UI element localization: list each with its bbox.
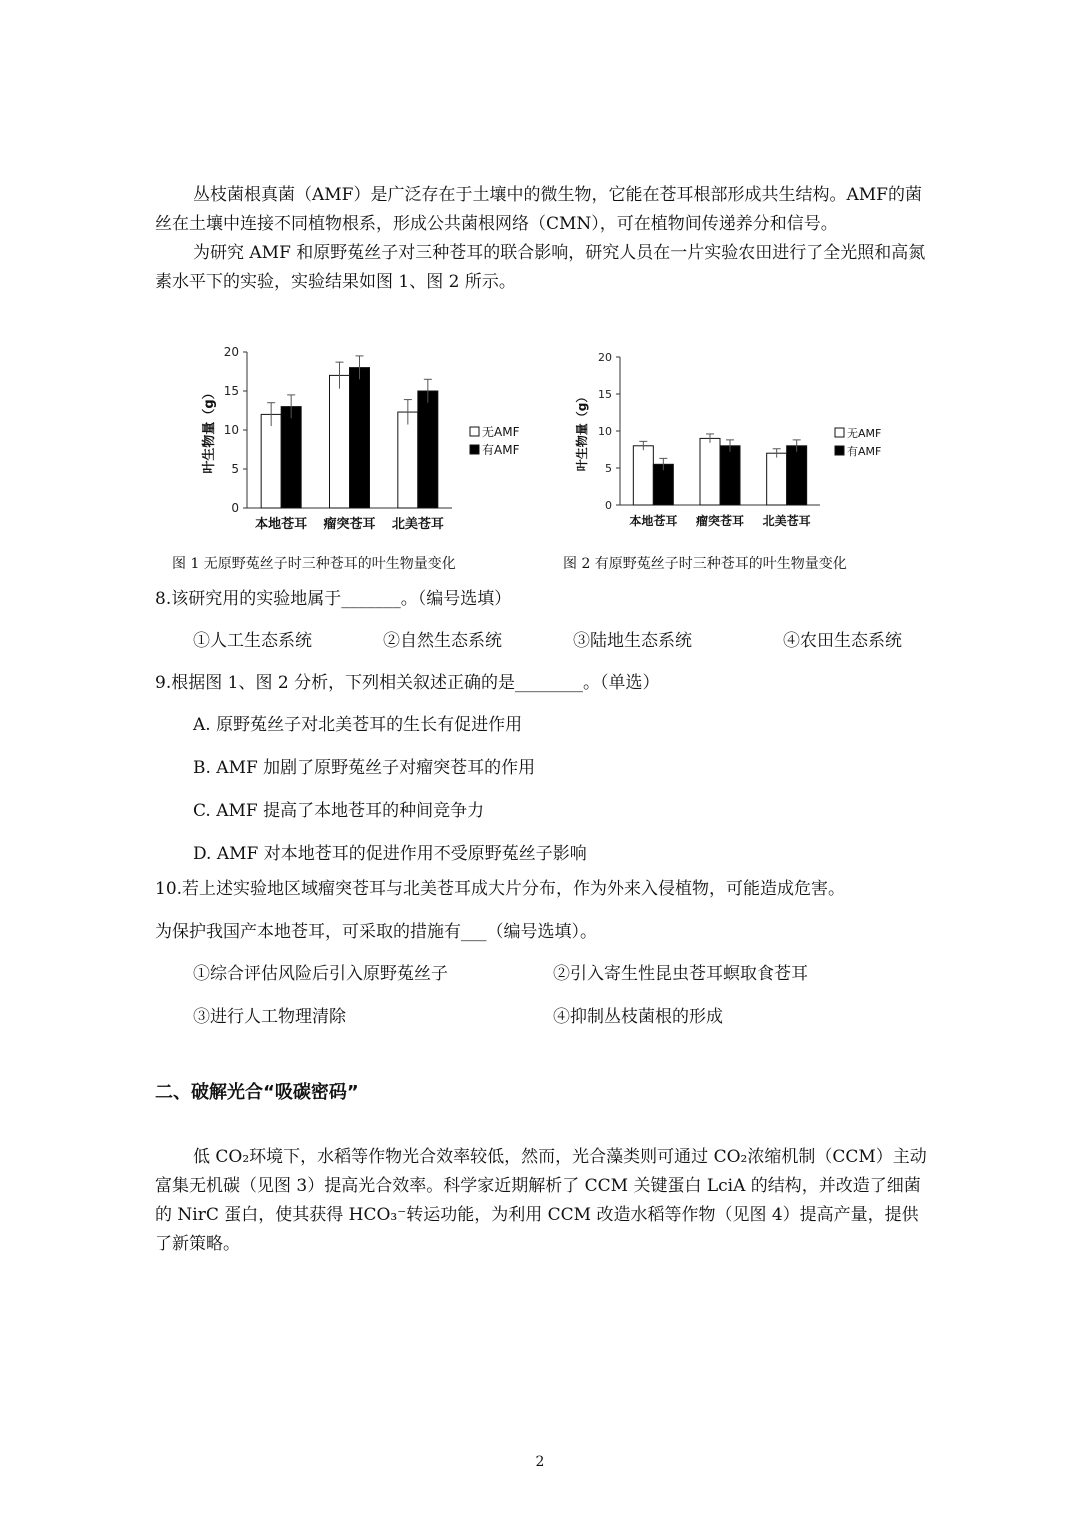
figure-2-chart [570,345,910,540]
question-9-stem: 9.根据图 1、图 2 分析，下列相关叙述正确的是________。（单选） [155,673,660,693]
bar [418,391,438,508]
legend-label: 无AMF [482,425,520,439]
x-category-label: 瘤突苍耳 [323,517,376,532]
q8-option-2: ②自然生态系统 [383,631,502,651]
y-tick-label: 10 [598,425,612,438]
section-2-paragraph: 低 CO₂环境下，水稻等作物光合效率较低，然而，光合藻类则可通过 CO₂浓缩机制（CCM）主动富集无机碳（见图 3）提高光合效率。科学家近期解析了 CCM 关键蛋白 LciA 的结构，并改造了细菌的 NirC 蛋白，使其获得 HCO₃⁻转运功能，为利用 CCM 改造水稻等作物（见图 4）提高产量，提供了新策略。 [155,1147,927,1254]
q9-option-c: C. AMF 提高了本地苍耳的种间竞争力 [193,801,485,821]
y-tick-label: 5 [231,462,239,476]
question-10-stem-line2: 为保护我国产本地苍耳，可采取的措施有___（编号选填）。 [155,922,597,942]
intro-paragraph-2: 为研究 AMF 和原野菟丝子对三种苍耳的联合影响，研究人员在一片实验农田进行了全光照和高氮素水平下的实验，实验结果如图 1、图 2 所示。 [155,243,926,292]
question-8-stem: 8.该研究用的实验地属于_______。（编号选填） [155,589,512,609]
q8-option-3: ③陆地生态系统 [573,631,692,651]
y-tick-label: 5 [605,462,612,475]
x-category-label: 北美苍耳 [391,517,444,532]
x-category-label: 瘤突苍耳 [695,514,745,528]
bar [281,407,301,508]
legend-swatch [835,446,844,455]
y-axis-label: 叶生物量（g） [202,386,217,474]
q8-option-4: ④农田生态系统 [783,631,902,651]
bar [720,446,740,505]
bar [261,414,281,508]
y-tick-label: 20 [223,345,239,359]
y-tick-label: 20 [598,351,612,364]
section-2-heading: 二、破解光合“吸碳密码” [155,1082,359,1103]
q9-option-d: D. AMF 对本地苍耳的促进作用不受原野菟丝子影响 [193,844,587,864]
legend-label: 无AMF [847,427,882,440]
x-category-label: 本地苍耳 [629,514,678,528]
bar [767,453,787,505]
figure-1-caption: 图 1 无原野菟丝子时三种苍耳的叶生物量变化 [172,556,456,572]
bar [700,438,720,505]
legend-swatch [470,427,479,436]
question-10-stem-line1: 10.若上述实验地区域瘤突苍耳与北美苍耳成大片分布，作为外来入侵植物，可能造成危害。 [155,879,846,899]
q10-option-3: ③进行人工物理清除 [193,1007,346,1027]
legend-swatch [470,445,479,454]
y-tick-label: 0 [231,501,239,515]
figure-2-caption: 图 2 有原野菟丝子时三种苍耳的叶生物量变化 [563,556,847,572]
bar [787,446,807,505]
legend-label: 有AMF [847,445,882,458]
x-category-label: 本地苍耳 [255,517,308,532]
page-number: 2 [535,1454,545,1470]
bar [350,368,370,508]
y-tick-label: 15 [598,388,612,401]
q10-option-4: ④抑制丛枝菌根的形成 [553,1007,723,1027]
legend-swatch [835,428,844,437]
q10-option-1: ①综合评估风险后引入原野菟丝子 [193,964,448,984]
y-tick-label: 0 [605,499,612,512]
bar [398,412,418,508]
q9-option-a: A. 原野菟丝子对北美苍耳的生长有促进作用 [193,715,523,735]
bar [653,464,673,505]
y-tick-label: 15 [223,384,239,398]
x-category-label: 北美苍耳 [762,514,811,528]
bar [633,446,653,505]
y-tick-label: 10 [223,423,239,437]
legend-label: 有AMF [482,443,520,457]
intro-paragraph-1: 丛枝菌根真菌（AMF）是广泛存在于土壤中的微生物，它能在苍耳根部形成共生结构。AMF的菌丝在土壤中连接不同植物根系，形成公共菌根网络（CMN），可在植物间传递养分和信号。 [155,185,922,234]
q8-option-1: ①人工生态系统 [193,631,312,651]
bar [330,375,350,508]
q9-option-b: B. AMF 加剧了原野菟丝子对瘤突苍耳的作用 [193,758,536,778]
figure-1-chart [195,338,535,538]
y-axis-label: 叶生物量（g） [575,390,589,472]
q10-option-2: ②引入寄生性昆虫苍耳螟取食苍耳 [553,964,808,984]
